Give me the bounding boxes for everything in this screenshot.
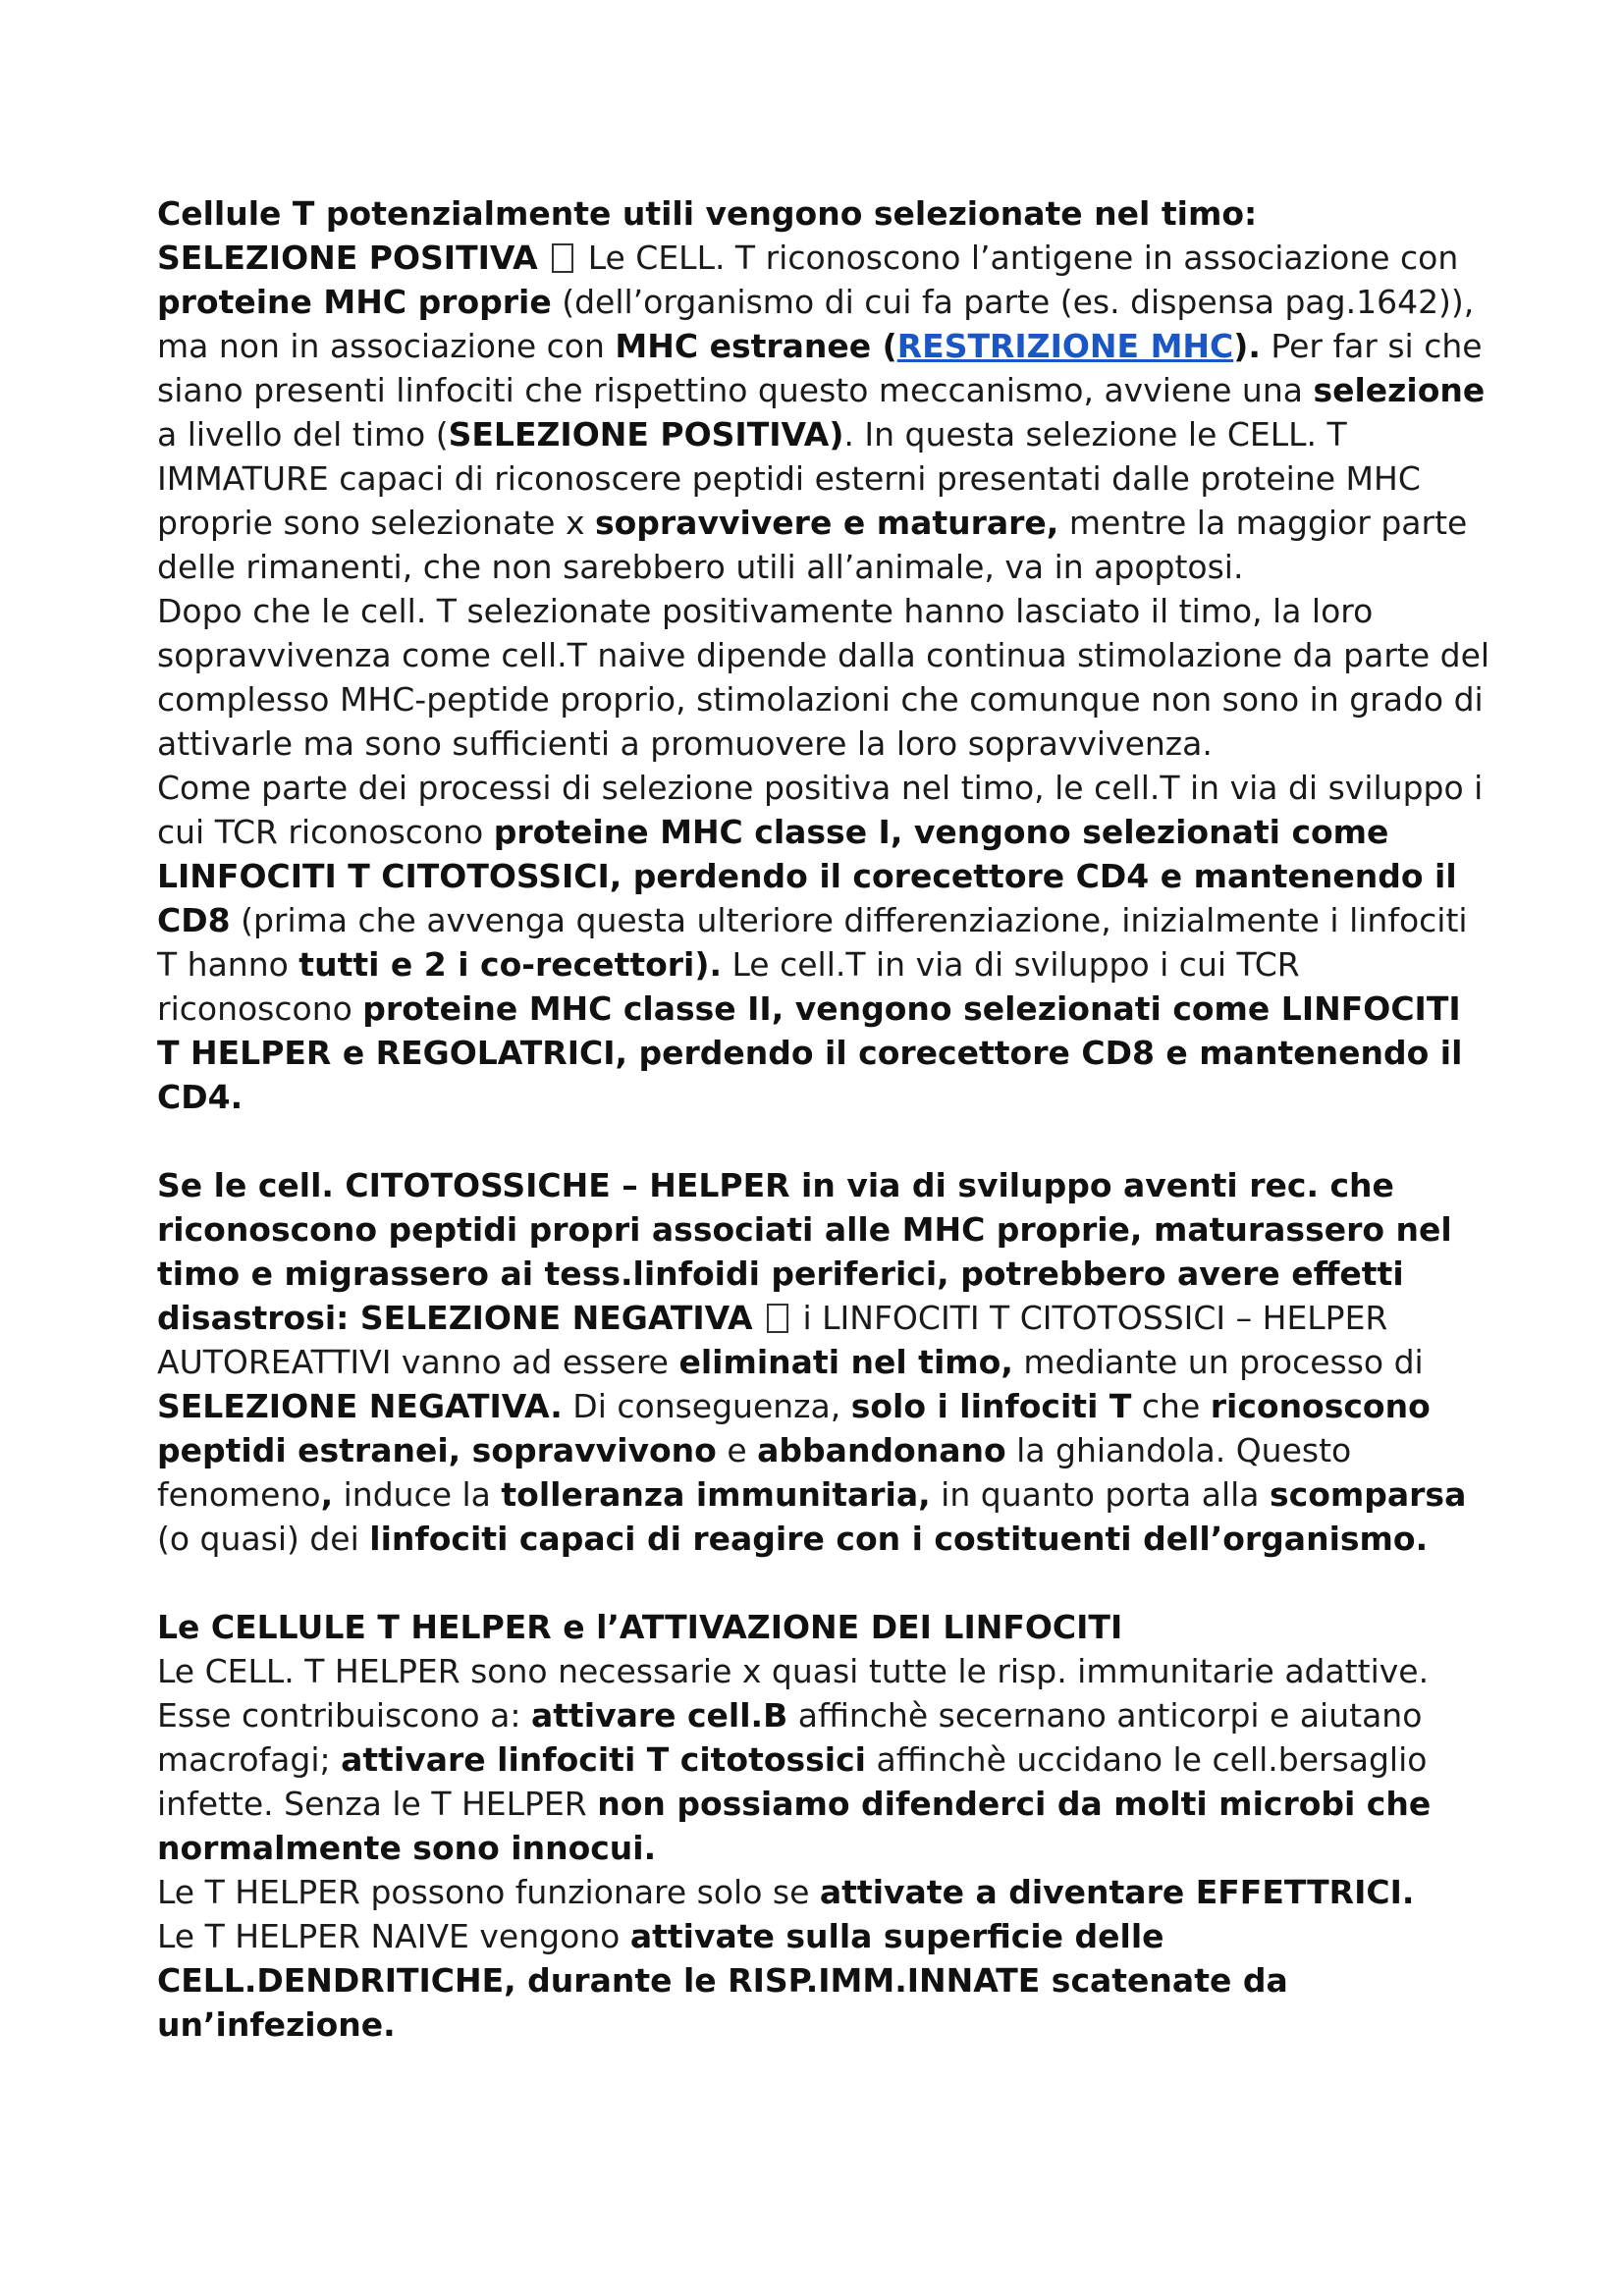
bold-text: ,: [320, 1475, 334, 1514]
bold-text: SELEZIONE POSITIVA: [157, 239, 538, 277]
text: affinchè uccidano le cell.bersaglio infette. Senza le T HELPER: [157, 1740, 1428, 1823]
text: la ghiandola. Questo fenomeno: [157, 1431, 1352, 1514]
paragraph-mhc-classes: [157, 766, 1492, 1119]
missing-glyph-icon: [767, 1304, 788, 1333]
text: Di conseguenza,: [562, 1387, 851, 1425]
text: (o quasi) dei: [157, 1520, 370, 1558]
text: Per far si che siano presenti linfociti che rispettino questo meccanismo, avviene una: [157, 327, 1483, 409]
text: Le CELL. T riconoscono l’antigene in associazione con: [577, 239, 1459, 277]
bold-text: attivare cell.B: [530, 1696, 788, 1735]
bold-text: attivate a diventare EFFETTRICI.: [819, 1873, 1415, 1911]
document-page: [157, 191, 1492, 2047]
blank-line: [157, 1119, 1492, 1163]
text: Come parte dei processi di selezione positiva nel timo, le cell.T in via di sviluppo i cui TCR riconoscono: [157, 769, 1484, 851]
bold-text: MHC estranee (: [615, 327, 897, 365]
heading-text: Cellule T potenzialmente utili vengono selezionate nel timo:: [157, 194, 1258, 233]
bold-text: SELEZIONE POSITIVA): [448, 415, 844, 454]
text: Le CELL. T HELPER sono necessarie x quasi tutte le risp. immunitarie adattive. Esse contribuiscono a:: [157, 1652, 1430, 1735]
bold-text: proteine MHC proprie: [157, 283, 552, 321]
bold-text: linfociti capaci di reagire con i costituenti dell’organismo.: [369, 1520, 1429, 1558]
bold-text: scomparsa: [1270, 1475, 1467, 1514]
bold-text: tutti e 2 i co-recettori).: [298, 945, 722, 984]
bold-text: SELEZIONE NEGATIVA.: [157, 1387, 563, 1425]
text: (prima che avvenga questa ulteriore differenziazione, inizialmente i linfociti T hanno: [157, 901, 1468, 984]
bold-text: solo i linfociti T: [850, 1387, 1132, 1425]
section-title: [157, 191, 1492, 236]
text: Le T HELPER NAIVE vengono: [157, 1917, 630, 1955]
bold-text: ).: [1233, 327, 1261, 365]
text: . In questa selezione le CELL. T IMMATURE capaci di riconoscere peptidi esterni presentati dalle proteine MHC proprie sono selezionate x: [157, 415, 1421, 542]
text: mediante un processo di: [1012, 1343, 1424, 1381]
paragraph-positive-selection: [157, 236, 1492, 589]
paragraph-t-helper-role: [157, 1649, 1492, 1870]
text: Le cell.T in via di sviluppo i cui TCR riconoscono: [157, 945, 1300, 1028]
bold-text: attivate sulla superficie delle CELL.DENDRITICHE, durante le RISP.IMM.INNATE scatenate da un’infezione.: [157, 1917, 1288, 2044]
blank-line: [157, 1561, 1492, 1605]
text: e: [716, 1431, 758, 1469]
bold-text: non possiamo difenderci da molti microbi che normalmente sono innocui.: [157, 1785, 1432, 1867]
heading-text: Le CELLULE T HELPER e l’ATTIVAZIONE DEI LINFOCITI: [157, 1608, 1123, 1646]
text: Le T HELPER possono funzionare solo se: [157, 1873, 820, 1911]
section-title: [157, 1605, 1492, 1649]
missing-glyph-icon: [552, 243, 573, 273]
text: in quanto porta alla: [930, 1475, 1270, 1514]
bold-text: proteine MHC classe I, vengono selezionati come LINFOCITI T CITOTOSSICI, perdendo il corecettore CD4 e mantenendo il CD8: [157, 813, 1457, 939]
restrizione-mhc-link[interactable]: RESTRIZIONE MHC: [896, 327, 1234, 365]
bold-text: attivare linfociti T citotossici: [341, 1740, 866, 1779]
text: (dell’organismo di cui fa parte (es. dispensa pag.1642)), ma non in associazione con: [157, 283, 1475, 365]
paragraph-t-helper-naive: [157, 1914, 1492, 2047]
bold-text: eliminati nel timo,: [678, 1343, 1013, 1381]
bold-text: sopravvivere e maturare,: [594, 504, 1059, 542]
bold-text: selezione: [1313, 371, 1486, 409]
bold-text: proteine MHC classe II, vengono selezionati come LINFOCITI T HELPER e REGOLATRICI, perdendo il corecettore CD8 e mantenendo il CD4.: [157, 989, 1463, 1116]
paragraph-naive-survival: Dopo che le cell. T selezionate positivamente hanno lasciato il timo, la loro sopravvivenza come cell.T naive dipende dalla continua stimolazione da parte del complesso MHC-peptide proprio, stimolazioni che comunque non sono in grado di attivarle ma sono sufficienti a promuovere la loro sopravvivenza.: [157, 592, 1490, 763]
text: affinchè secernano anticorpi e aiutano macrofagi;: [157, 1696, 1423, 1779]
text: induce la: [333, 1475, 502, 1514]
bold-text: abbandonano: [757, 1431, 1006, 1469]
text: mentre la maggior parte delle rimanenti, che non sarebbero utili all’animale, va in apoptosi.: [157, 504, 1468, 586]
paragraph-negative-selection: [157, 1163, 1492, 1561]
text: che: [1131, 1387, 1211, 1425]
text: i LINFOCITI T CITOTOSSICI – HELPER AUTOREATTIVI vanno ad essere: [157, 1299, 1388, 1381]
bold-text: riconoscono peptidi estranei, sopravvivono: [157, 1387, 1431, 1469]
bold-text: tolleranza immunitaria,: [501, 1475, 931, 1514]
bold-text: Se le cell. CITOTOSSICHE – HELPER in via di sviluppo aventi rec. che riconoscono peptidi propri associati alle MHC proprie, maturassero nel timo e migrassero ai tess.linfoidi periferici, potrebbero avere effetti disastrosi: SELEZIONE NEGATIVA: [157, 1166, 1452, 1337]
paragraph-t-helper-effector: [157, 1870, 1492, 1914]
text: a livello del timo (: [157, 415, 449, 454]
